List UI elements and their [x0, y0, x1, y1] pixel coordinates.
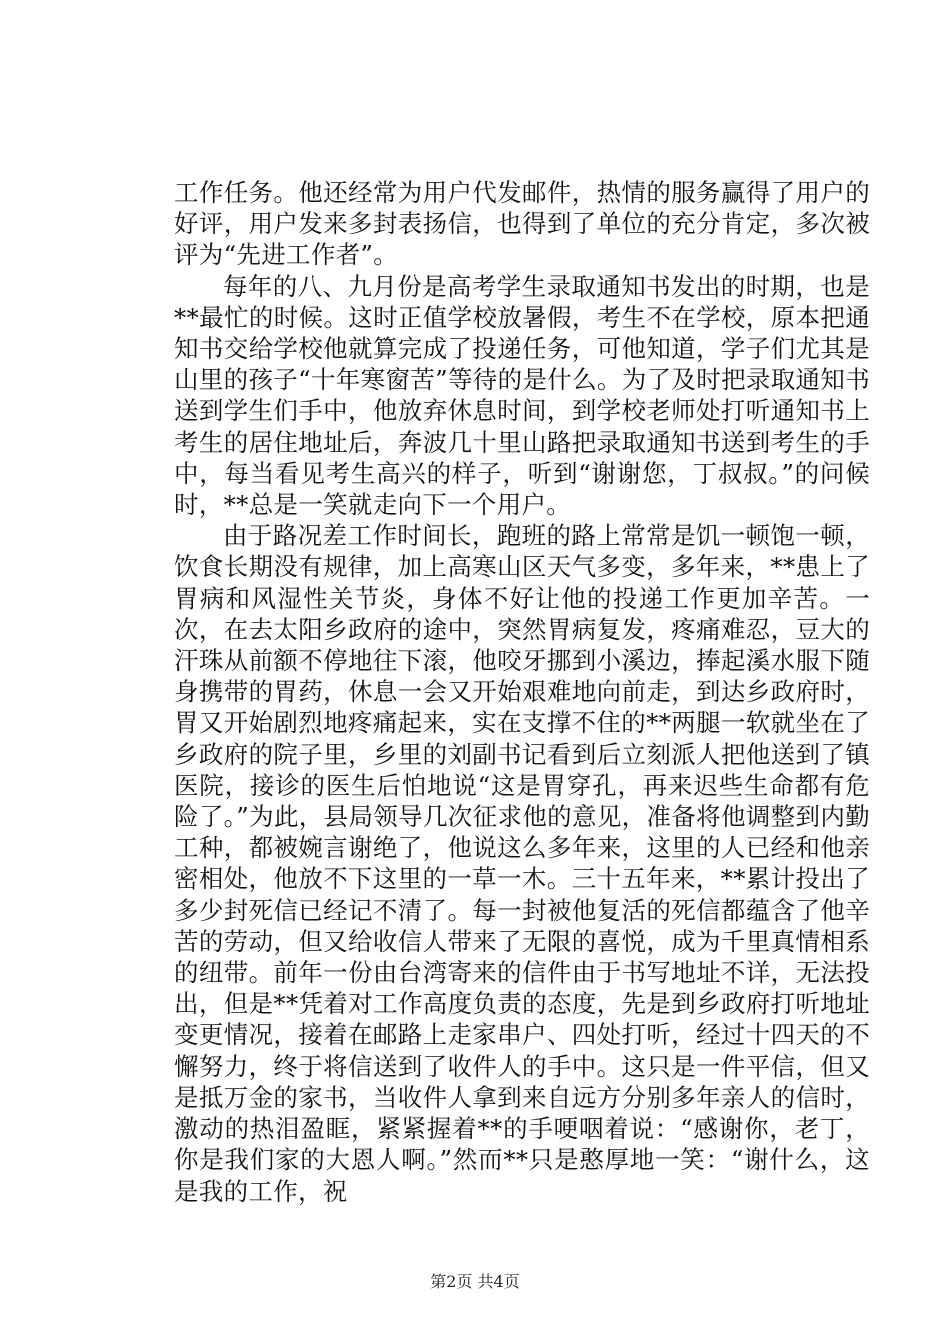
- document-body: [174, 177, 870, 1207]
- paragraph-2: 每年的八、九月份是高考学生录取通知书发出的时期，也是**最忙的时候。这时正值学校放暑假，考生不在学校，原本把通知书交给学校他就算完成了投递任务，可他知道，学子们尤其是山里的孩子“十年寒窗苦”等待的是什么。为了及时把录取通知书送到学生们手中，他放弃休息时间，到学校老师处打听通知书上考生的居住地址后，奔波几十里山路把录取通知书送到考生的手中，每当看见考生高兴的样子，听到“谢谢您，丁叔叔。”的问候时，**总是一笑就走向下一个用户。: [174, 271, 870, 520]
- paragraph-1: 工作任务。他还经常为用户代发邮件，热情的服务赢得了用户的好评，用户发来多封表扬信，也得到了单位的充分肯定，多次被评为“先进工作者”。: [174, 178, 870, 270]
- paragraph-3: 由于路况差工作时间长，跑班的路上常常是饥一顿饱一顿，饮食长期没有规律，加上高寒山区天气多变，多年来，**患上了胃病和风湿性关节炎，身体不好让他的投递工作更加辛苦。一次，在去太阳乡政府的途中，突然胃病复发，疼痛难忍，豆大的汗珠从前额不停地往下滚，他咬牙挪到小溪边，捧起溪水服下随身携带的胃药，休息一会又开始艰难地向前走，到达乡政府时，胃又开始剧烈地疼痛起来，实在支撑不住的**两腿一软就坐在了乡政府的院子里，乡里的刘副书记看到后立刻派人把他送到了镇医院，接诊的医生后怕地说“这是胃穿孔，再来迟些生命都有危险了。”为此，县局领导几次征求他的意见，准备将他调整到内勤工种，都被婉言谢绝了，他说这么多年来，这里的人已经和他亲密相处，他放不下这里的一草一木。三十五年来，**累计投出了多少封死信已经记不清了。每一封被他复活的死信都蕴含了他辛苦的劳动，但又给收信人带来了无限的喜悦，成为千里真情相系的纽带。前年一份由台湾寄来的信件由于书写地址不详，无法投出，但是**凭着对工作高度负责的态度，先是到乡政府打听地址变更情况，接着在邮路上走家串户、四处打听，经过十四天的不懈努力，终于将信送到了收件人的手中。这只是一件平信，但又是抵万金的家书，当收件人拿到来自远方分别多年亲人的信时，激动的热泪盈眶，紧紧握着**的手哽咽着说：“感谢你，老丁，你是我们家的大恩人啊。”然而**只是憨厚地一笑：“谢什么，这是我的工作，祝: [174, 521, 870, 1206]
- page-number-footer: 第2页 共4页: [430, 1272, 520, 1291]
